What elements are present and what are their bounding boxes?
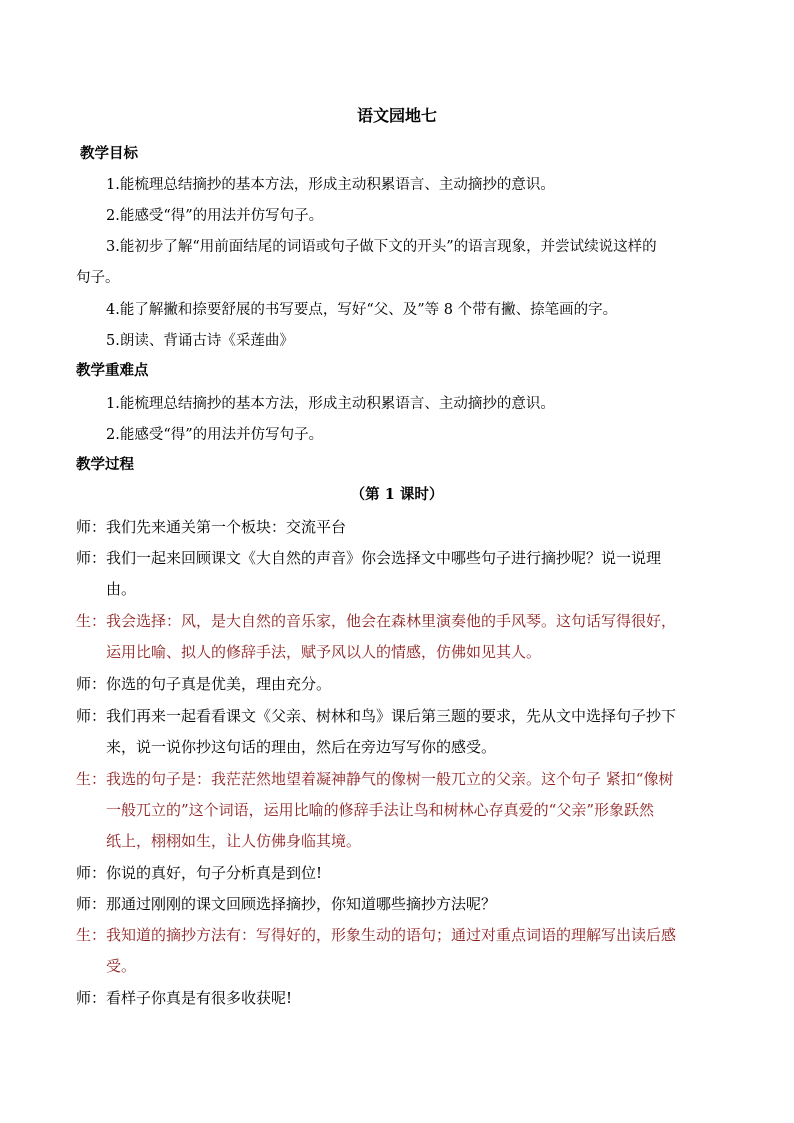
speaker-label: 师： bbox=[76, 864, 107, 882]
dialogue-text-cont: 一般兀立的”这个词语，运用比喻的修辞手法让鸟和树林心存真爱的“父亲”形象跃然 bbox=[106, 801, 655, 819]
dialogue-line bbox=[76, 920, 726, 982]
dialogue-line bbox=[76, 512, 726, 543]
dialogue-text: 我们先来通关第一个板块：交流平台 bbox=[106, 518, 347, 536]
speaker-label: 师： bbox=[76, 518, 107, 536]
dialogue-text: 你说的真好，句子分析真是到位! bbox=[106, 864, 323, 882]
key-points-heading: 教学重难点 bbox=[76, 363, 149, 379]
speaker-label: 生： bbox=[76, 770, 107, 788]
dialogue-line bbox=[76, 983, 726, 1014]
dialogue-text: 我选的句子是：我茫茫然地望着凝神静气的像树一般兀立的父亲。这个句子 紧扣“像树 bbox=[106, 770, 674, 788]
key-point-item-2: 2.能感受“得”的用法并仿写句子。 bbox=[106, 427, 324, 443]
dialogue-line bbox=[76, 858, 726, 889]
dialogue-text-cont: 纸上，栩栩如生，让人仿佛身临其境。 bbox=[106, 832, 362, 850]
dialogue-text: 那通过刚刚的课文回顾选择摘抄，你知道哪些摘抄方法呢？ bbox=[106, 895, 497, 913]
objective-item-2: 2.能感受“得”的用法并仿写句子。 bbox=[106, 208, 324, 224]
dialogue-line bbox=[76, 701, 726, 763]
objective-item-4: 4.能了解撇和捺要舒展的书写要点，写好“父、及”等 8 个带有撇、捺笔画的字。 bbox=[106, 302, 618, 318]
dialogue-text-cont: 由。 bbox=[106, 580, 137, 598]
dialogue-text-cont: 受。 bbox=[106, 957, 137, 975]
speaker-label: 师： bbox=[76, 989, 107, 1007]
process-heading: 教学过程 bbox=[76, 457, 134, 473]
page-title: 语文园地七 bbox=[356, 106, 437, 125]
dialogue-text: 我们一起来回顾课文《大自然的声音》你会选择文中哪些句子进行摘抄呢？说一说理 bbox=[106, 549, 662, 567]
dialogue-text: 我会选择：风，是大自然的音乐家，他会在森林里演奏他的手风琴。这句话写得很好， bbox=[106, 612, 677, 630]
speaker-label: 师： bbox=[76, 549, 107, 567]
dialogue-text: 我们再来一起看看课文《父亲、树林和鸟》课后第三题的要求，先从文中选择句子抄下 bbox=[106, 707, 677, 725]
lesson-label: （第 1 课时） bbox=[350, 486, 444, 503]
dialogue-text: 看样子你真是有很多收获呢! bbox=[106, 989, 293, 1007]
dialogue-text: 我知道的摘抄方法有：写得好的，形象生动的语句；通过对重点词语的理解写出读后感 bbox=[106, 926, 677, 944]
objective-item-1: 1.能梳理总结摘抄的基本方法，形成主动积累语言、主动摘抄的意识。 bbox=[106, 177, 555, 193]
dialogue-line bbox=[76, 669, 726, 700]
dialogue-line bbox=[76, 606, 726, 668]
speaker-label: 生： bbox=[76, 612, 107, 630]
speaker-label: 师： bbox=[76, 707, 107, 725]
objective-item-3-cont: 句子。 bbox=[76, 270, 120, 286]
dialogue-line bbox=[76, 543, 726, 605]
objectives-heading: 教学目标 bbox=[80, 146, 138, 162]
objective-item-5: 5.朗读、背诵古诗《采莲曲》 bbox=[106, 333, 294, 349]
speaker-label: 师： bbox=[76, 675, 107, 693]
speaker-label: 生： bbox=[76, 926, 107, 944]
key-point-item-1: 1.能梳理总结摘抄的基本方法，形成主动积累语言、主动摘抄的意识。 bbox=[106, 396, 555, 412]
speaker-label: 师： bbox=[76, 895, 107, 913]
dialogue-line bbox=[76, 764, 726, 857]
dialogue-text-cont: 来，说一说你抄这句话的理由，然后在旁边写写你的感受。 bbox=[106, 738, 497, 756]
dialogue-line bbox=[76, 889, 726, 920]
dialogue-text: 你选的句子真是优美，理由充分。 bbox=[106, 675, 332, 693]
objective-item-3: 3.能初步了解“用前面结尾的词语或句子做下文的开头”的语言现象，并尝试续说这样的 bbox=[106, 239, 657, 255]
dialogue-text-cont: 运用比喻、拟人的修辞手法，赋予风以人的情感，仿佛如见其人。 bbox=[106, 643, 542, 661]
